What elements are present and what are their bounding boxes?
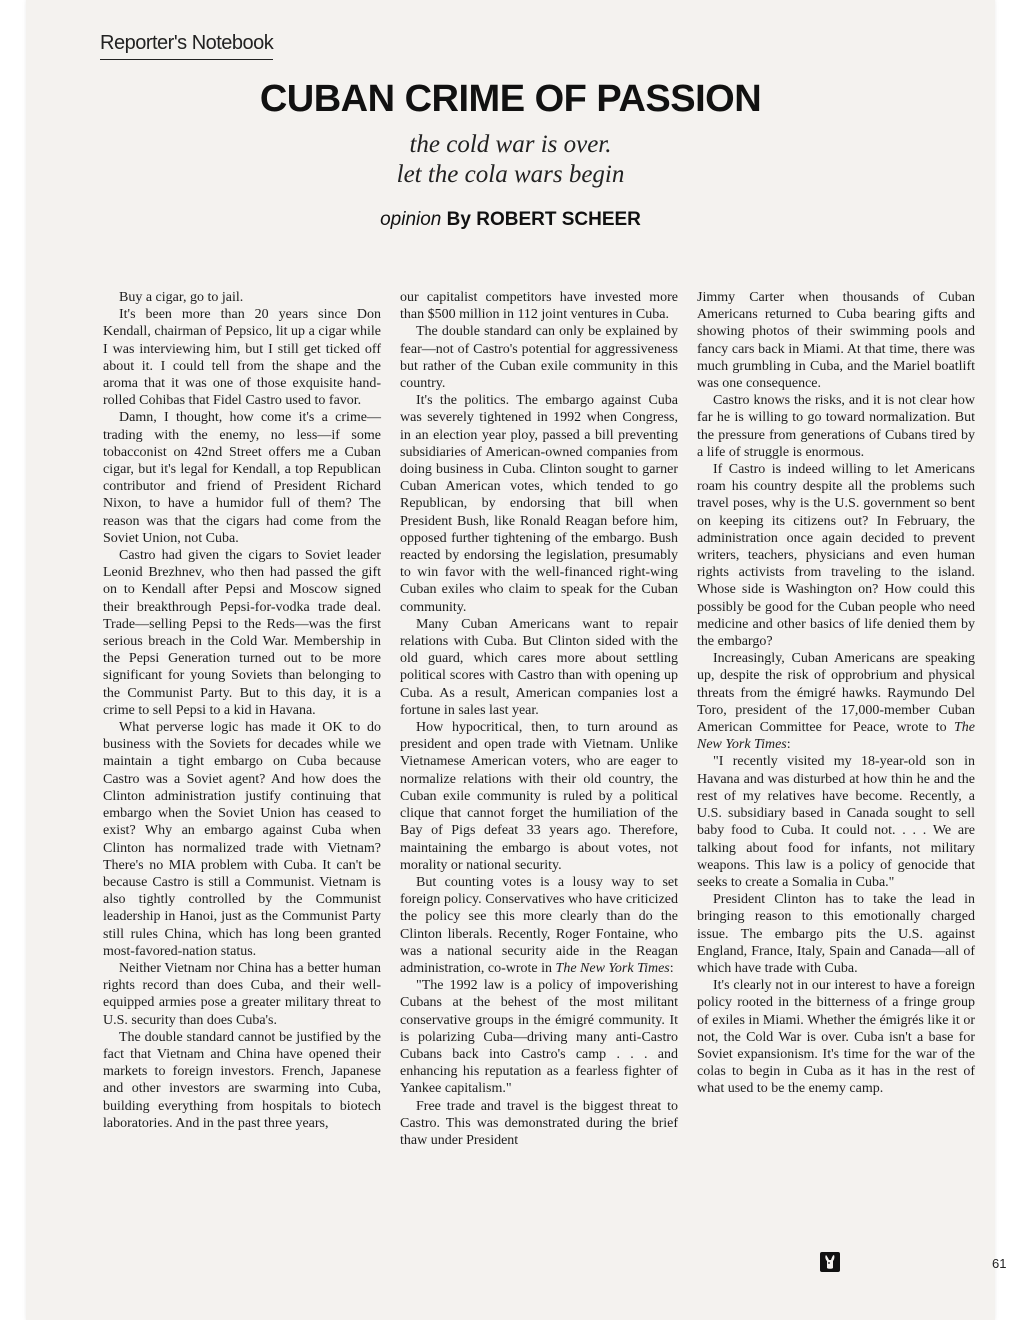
paragraph: But counting votes is a lousy way to set foreign policy. Conservatives who have criticized the policy see this more clearly than do the Clinton liberals. Recently, Roger Fontaine, who was a national security aide in the Reagan administration, co-wrote in The New York Times:: [400, 874, 678, 976]
paragraph: If Castro is indeed willing to let Americans roam his country despite all the problems such travel poses, why is the U.S. government so bent on keeping its citizens out? In February, the administration once again decided to prevent writers, teachers, physicians and even human rights activists from traveling to the island. Whose side is Washington on? How could this possibly be good for the Cuban people who need medicine and other basics of life denied them by the embargo?: [697, 462, 975, 650]
paragraph: It's clearly not in our interest to have a foreign policy rooted in the bitterness of a fringe group of exiles in Miami. Whether the émigrés like it or not, the Cold War is over. Cuba isn't a base for Soviet expansionism. It's time for the war of the colas to begin in Cuba as it has in the rest of what used to be the enemy camp.: [697, 978, 975, 1097]
paragraph: Increasingly, Cuban Americans are speaking up, despite the risk of opprobrium and physical threats from the émigré hawks. Raymundo Del Toro, president of the 17,000-member Cuban American Committee for Peace, wrote to The New York Times:: [697, 651, 975, 753]
article-column-2: [400, 289, 678, 1149]
paragraph: "The 1992 law is a policy of impoverishing Cubans at the behest of the most militant conservative groups in the émigré community. It is polarizing Cuba—driving many anti-Castro Cubans back into Castro's camp . . . and enhancing his reputation as a fearless fighter of Yankee capitalism.": [400, 978, 678, 1097]
paragraph: The double standard cannot be justified by the fact that Vietnam and China have opened their markets to foreign investors. French, Japanese and other investors are swarming into Cuba, building everything from hospitals to biotech laboratories. And in the past three years,: [103, 1029, 381, 1131]
paragraph: Castro had given the cigars to Soviet leader Leonid Brezhnev, who then had passed the gift on to Kendall after Pepsi and Moscow signed their breakthrough Pepsi-for-vodka trade deal. Trade—selling Pepsi to the Reds—was the first serious breach in the Cold War. Membership in the Pepsi Generation turned out to be more significant for young Soviets than belonging to the Communist Party. But to this day, it is a crime to sell Pepsi to a kid in Havana.: [103, 548, 381, 718]
section-label: Reporter's Notebook: [100, 32, 273, 60]
paragraph: Damn, I thought, how come it's a crime—trading with the enemy, no less—if some tobacconist on 42nd Street offers me a Cuban cigar, but it's legal for Kendall, a top Republican contributor and friend of President Richard Nixon, to have a humidor full of them? The reason was that the cigars had come from the Soviet Union, not Cuba.: [103, 410, 381, 546]
paragraph: Neither Vietnam nor China has a better human rights record than does Cuba, and their well-equipped armies pose a greater military threat to U.S. security than does Cuba's.: [103, 960, 381, 1028]
paragraph: Many Cuban Americans want to repair relations with Cuba. But Clinton sided with the old guard, which cares more about settling political scores with Castro than with opening up Cuba. As a result, American companies lost a fortune in sales last year.: [400, 616, 678, 718]
paragraph: Buy a cigar, go to jail.: [119, 290, 244, 305]
paragraph: The double standard can only be explained by fear—not of Castro's potential for aggressiveness but rather of the Cuban exile community in this country.: [400, 324, 678, 392]
magazine-page: [26, 0, 1007, 1320]
byline-author: By ROBERT SCHEER: [446, 209, 641, 230]
paragraph: Free trade and travel is the biggest threat to Castro. This was demonstrated during the brief thaw under President: [400, 1098, 678, 1148]
paragraph: It's the politics. The embargo against Cuba was severely tightened in 1992 when Congress, in an election year ploy, passed a bill preventing subsidiaries of American-owned companies from doing business in Cuba. Clinton sought to garner Cuban American votes, which tended to go Republican, by endorsing that bill when President Bush, like Ronald Reagan before him, opposed further tightening of the embargo. Bush reacted by endorsing the legislation, presumably to win favor with the well-financed right-wing Cuban exiles who claim to speak for the Cuban community.: [400, 393, 678, 615]
subhead: [26, 130, 995, 190]
subhead-line-1: the cold war is over.: [409, 131, 612, 158]
paragraph: It's been more than 20 years since Don Kendall, chairman of Pepsico, lit up a cigar while I was interviewing him, but I still get ticked off about it. I could tell from the shape and the aroma that it was one of those exquisite hand-rolled Cohibas that Fidel Castro used to favor.: [103, 307, 381, 409]
paragraph: Castro knows the risks, and it is not clear how far he is willing to go toward normalization. But the pressure from generations of Cubans tired by a life of struggle is enormous.: [697, 393, 975, 460]
paragraph: Jimmy Carter when thousands of Cuban Americans returned to Cuba bearing gifts and showing photos of their swimming pools and fancy cars back in Miami. At that time, there was much grumbling in Cuba, and the Mariel boatlift was one consequence.: [697, 290, 975, 392]
byline-kicker: opinion: [380, 209, 442, 230]
headline: CUBAN CRIME OF PASSION: [259, 78, 762, 120]
byline: [26, 209, 995, 231]
subhead-line-2: let the cola wars begin: [396, 161, 625, 188]
paragraph: our capitalist competitors have invested more than $500 million in 112 joint ventures in Cuba.: [400, 290, 678, 323]
paragraph: President Clinton has to take the lead in bringing reason to this emotionally charged issue. The embargo pits the U.S. against England, France, Italy, Spain and Canada—all of which have trade with Cuba.: [697, 892, 975, 976]
rabbit-head-icon: [820, 1252, 840, 1272]
paragraph: "I recently visited my 18-year-old son in Havana and was disturbed at how thin he and the rest of my relatives have become. Recently, a U.S. subsidiary based in Canada sought to sell baby food to Cuba. It could not. . . . We are talking about food for infants, not military weapons. This law is a policy of genocide that seeks to create a Somalia in Cuba.": [697, 754, 975, 890]
article-column-3: [697, 289, 975, 1098]
page-number: 61: [992, 1256, 1007, 1271]
paragraph: What perverse logic has made it OK to do business with the Soviets for decades while we maintain a tight embargo on Cuba because Castro was a Soviet agent? And how does the Clinton administration justify continuing that embargo when the Soviet Union has ceased to exist? Why an embargo against Cuba when Clinton has normalized trade with Vietnam? There's no MIA problem with Cuba. It can't be because Castro is still a Communist. Vietnam is also tightly controlled by the Communist leadership in Hanoi, just as the Communist Party still rules China, which has long been granted most-favored-nation status.: [103, 720, 381, 959]
article-column-1: [103, 289, 381, 1132]
paragraph: How hypocritical, then, to turn around as president and open trade with Vietnam. Unlike Vietnamese American voters, who are eager to normalize relations with their old country, the Cuban exile community is ruled by a political clique that cannot forget the humiliation of the Bay of Pigs defeat 33 years ago. Therefore, maintaining the embargo is about votes, not morality or national security.: [400, 720, 678, 873]
